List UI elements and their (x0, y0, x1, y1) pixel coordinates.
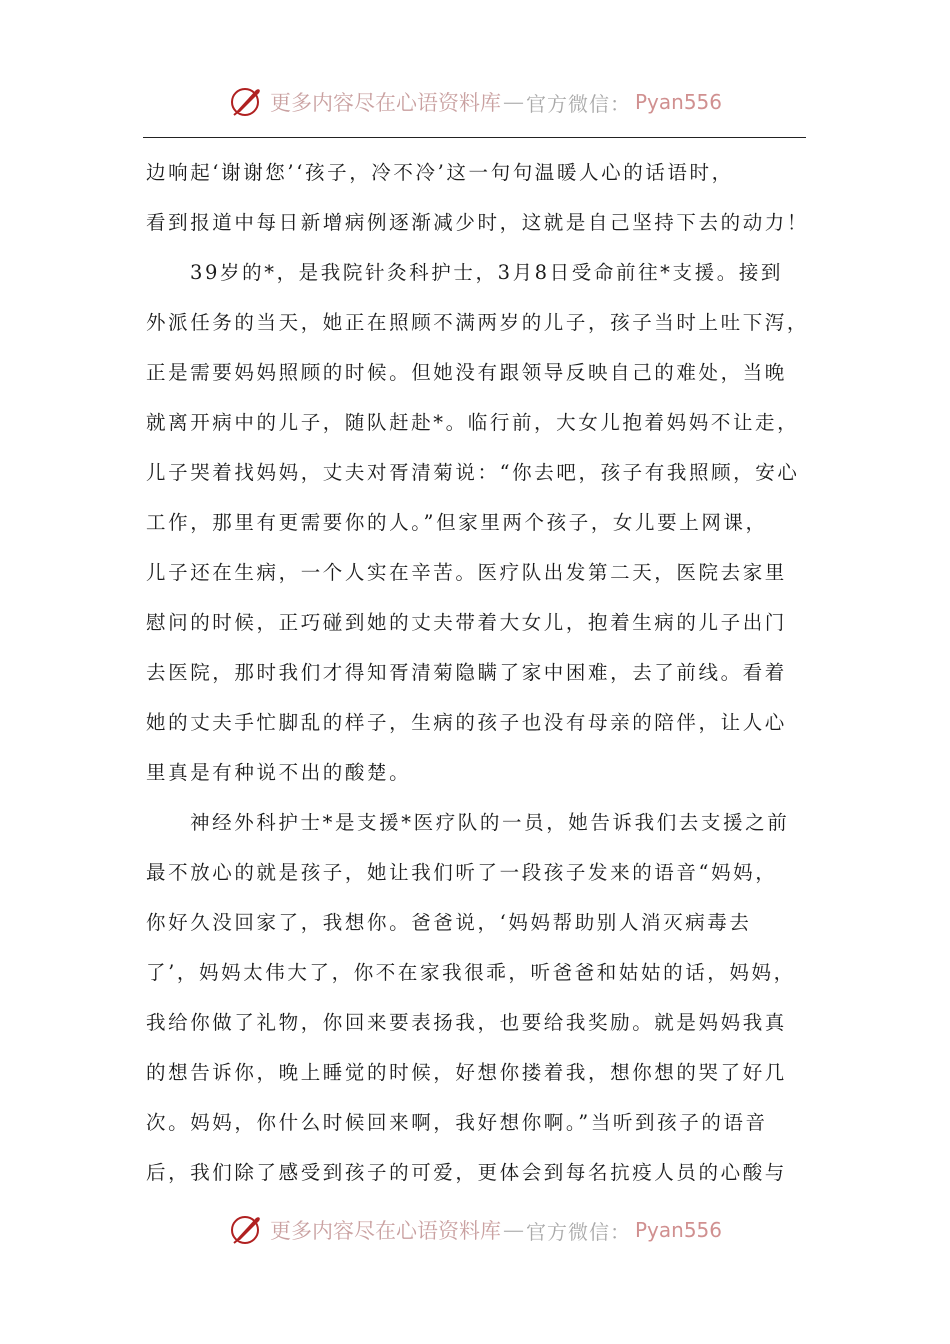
text-line: 儿子还在生病，一个人实在辛苦。医疗队出发第二天，医院去家里 (146, 561, 787, 584)
text-line: 她的丈夫手忙脚乱的样子，生病的孩子也没有母亲的陪伴，让人心 (146, 711, 787, 734)
document-body (146, 148, 810, 1198)
text-line: 边响起‘谢谢您’‘孩子，冷不冷’这一句句温暖人心的话语时， (146, 161, 734, 184)
text-line: 最不放心的就是孩子，她让我们听了一段孩子发来的语音“妈妈， (146, 861, 778, 884)
text-line: 后，我们除了感受到孩子的可爱，更体会到每名抗疫人员的心酸与 (146, 1161, 787, 1184)
text-line: 神经外科护士*是支援*医疗队的一员，她告诉我们去支援之前 (190, 811, 790, 834)
text-line: 你好久没回家了，我想你。爸爸说，‘妈妈帮助别人消灭病毒去 (146, 911, 752, 934)
quill-pen-circle-icon (228, 1212, 264, 1248)
text-line: 次。妈妈，你什么时候回来啊，我好想你啊。”当听到孩子的语音 (146, 1111, 768, 1134)
text-line: 外派任务的当天，她正在照顾不满两岁的儿子，孩子当时上吐下泻， (146, 311, 810, 334)
header-separator: — (502, 90, 524, 114)
footer-brand-text: 更多内容尽在心语资料库 (269, 1219, 501, 1243)
header-wechat-id: Pyan556 (634, 90, 722, 114)
quill-pen-circle-icon (228, 84, 264, 120)
text-line: 就离开病中的儿子，随队赶赴*。临行前，大女儿抱着妈妈不让走， (146, 411, 800, 434)
text-line: 了’，妈妈太伟大了，你不在家我很乖，听爸爸和姑姑的话，妈妈， (146, 961, 796, 984)
header-divider (143, 137, 806, 138)
text-line: 看到报道中每日新增病例逐渐减少时，这就是自己坚持下去的动力！ (146, 211, 810, 234)
footer-wechat-id: Pyan556 (634, 1218, 722, 1242)
text-line: 工作，那里有更需要你的人。”但家里两个孩子，女儿要上网课， (146, 511, 768, 534)
text-line: 慰问的时候，正巧碰到她的丈夫带着大女儿，抱着生病的儿子出门 (146, 611, 787, 634)
footer-banner (0, 1208, 950, 1252)
footer-wechat-label: 官方微信： (525, 1219, 631, 1244)
header-banner (0, 80, 950, 124)
text-line: 的想告诉你，晚上睡觉的时候，好想你搂着我，想你想的哭了好几 (146, 1061, 787, 1084)
text-line: 正是需要妈妈照顾的时候。但她没有跟领导反映自己的难处，当晚 (146, 361, 787, 384)
header-brand-text: 更多内容尽在心语资料库 (269, 91, 501, 115)
footer-separator: — (502, 1218, 524, 1242)
text-line: 儿子哭着找妈妈，丈夫对胥清菊说：“你去吧，孩子有我照顾，安心 (146, 461, 800, 484)
text-line: 去医院，那时我们才得知胥清菊隐瞒了家中困难，去了前线。看着 (146, 661, 787, 684)
text-line: 里真是有种说不出的酸楚。 (146, 761, 412, 784)
text-line: 我给你做了礼物，你回来要表扬我，也要给我奖励。就是妈妈我真 (146, 1011, 787, 1034)
text-line: 39岁的*，是我院针灸科护士，3月8日受命前往*支援。接到 (190, 261, 784, 284)
header-wechat-label: 官方微信： (525, 91, 631, 116)
